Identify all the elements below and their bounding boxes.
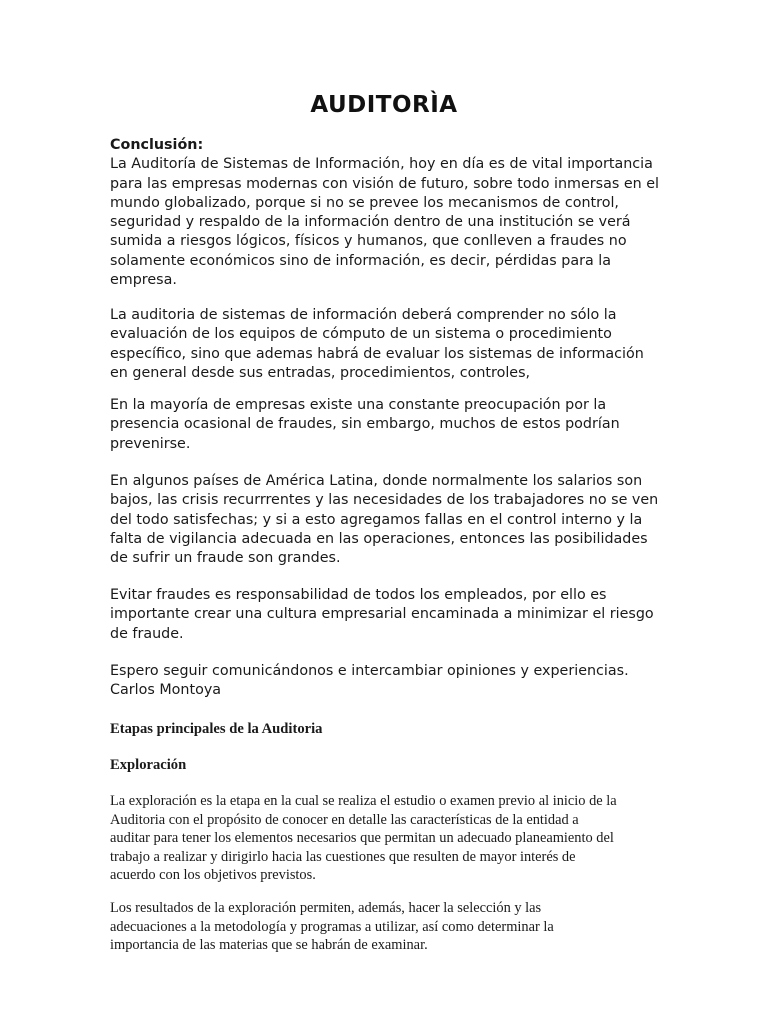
paragraph-2 [110,306,670,383]
paragraph-line: Espero seguir comunicándonos e intercambiar opiniones y experiencias. [110,663,629,679]
paragraph-line: de fraude. [110,625,184,642]
paragraph-line: adecuaciones a la metodología y programas a utilizar, así como determinar la [110,918,554,935]
paragraph-line: importancia de las materias que se habrán de examinar. [110,937,428,954]
paragraph-line: falta de vigilancia adecuada en las operaciones, entonces las posibilidades [110,530,648,547]
conclusion-section [110,136,670,290]
paragraph-line: auditar para tener los elementos necesarios que permitan un adecuado planeamiento del [110,830,614,847]
paragraph-line: para las empresas modernas con visión de futuro, sobre todo inmersas en el [110,175,659,192]
paragraph-line: bajos, las crisis recurrrentes y las necesidades de los trabajadores no se ven [110,492,659,509]
paragraph-line: específico, sino que ademas habrá de evaluar los sistemas de información [110,345,644,362]
paragraph-3 [110,396,670,454]
paragraph-line: acuerdo con los objetivos previstos. [110,867,316,884]
exploracion-heading: Exploración [110,757,187,773]
paragraph-line: La exploración es la etapa en la cual se realiza el estudio o examen previo al inicio de la [110,793,617,809]
paragraph-line: de sufrir un fraude son grandes. [110,550,341,567]
paragraph-line: trabajo a realizar y dirigirlo hacia las cuestiones que resulten de mayor interés de [110,848,576,865]
paragraph-line: del todo satisfechas; y si a esto agregamos fallas en el control interno y la [110,511,643,528]
paragraph-line: Auditoria con el propósito de conocer en detalle las características de la entidad a [110,811,579,828]
paragraph-line: presencia ocasional de fraudes, sin embargo, muchos de estos podrían [110,416,620,433]
paragraph-line: seguridad y respaldo de la información dentro de una institución se verá [110,214,631,231]
etapas-heading: Etapas principales de la Auditoria [110,721,323,737]
paragraph-8 [110,899,670,955]
paragraph-7 [110,792,670,885]
paragraph-4 [110,472,670,568]
etapas-section [110,720,670,739]
paragraph-line: En algunos países de América Latina, donde normalmente los salarios son [110,473,643,489]
paragraph-line: La Auditoría de Sistemas de Información, hoy en día es de vital importancia [110,156,653,173]
paragraph-line: importante crear una cultura empresarial encaminada a minimizar el riesgo [110,606,654,623]
paragraph-line: en general desde sus entradas, procedimientos, controles, [110,364,531,381]
paragraph-line: mundo globalizado, porque si no se prevee los mecanismos de control, [110,194,619,211]
paragraph-5 [110,586,670,644]
conclusion-heading: Conclusión: [110,137,204,153]
author-name: Carlos Montoya [110,682,222,699]
paragraph-line: prevenirse. [110,435,191,452]
paragraph-line: evaluación de los equipos de cómputo de un sistema o procedimiento [110,326,612,343]
paragraph-line: Evitar fraudes es responsabilidad de todos los empleados, por ello es [110,587,607,603]
exploracion-section [110,756,670,775]
paragraph-line: En la mayoría de empresas existe una constante preocupación por la [110,397,607,413]
paragraph-line: empresa. [110,272,177,289]
paragraph-line: solamente económicos sino de información, es decir, pérdidas para la [110,252,612,269]
paragraph-6 [110,662,670,701]
paragraph-line: sumida a riesgos lógicos, físicos y humanos, que conlleven a fraudes no [110,233,627,250]
document-title: AUDITORÌA [310,92,458,118]
paragraph-line: La auditoria de sistemas de información deberá comprender no sólo la [110,307,617,323]
paragraph-line: Los resultados de la exploración permiten, además, hacer la selección y las [110,900,542,916]
